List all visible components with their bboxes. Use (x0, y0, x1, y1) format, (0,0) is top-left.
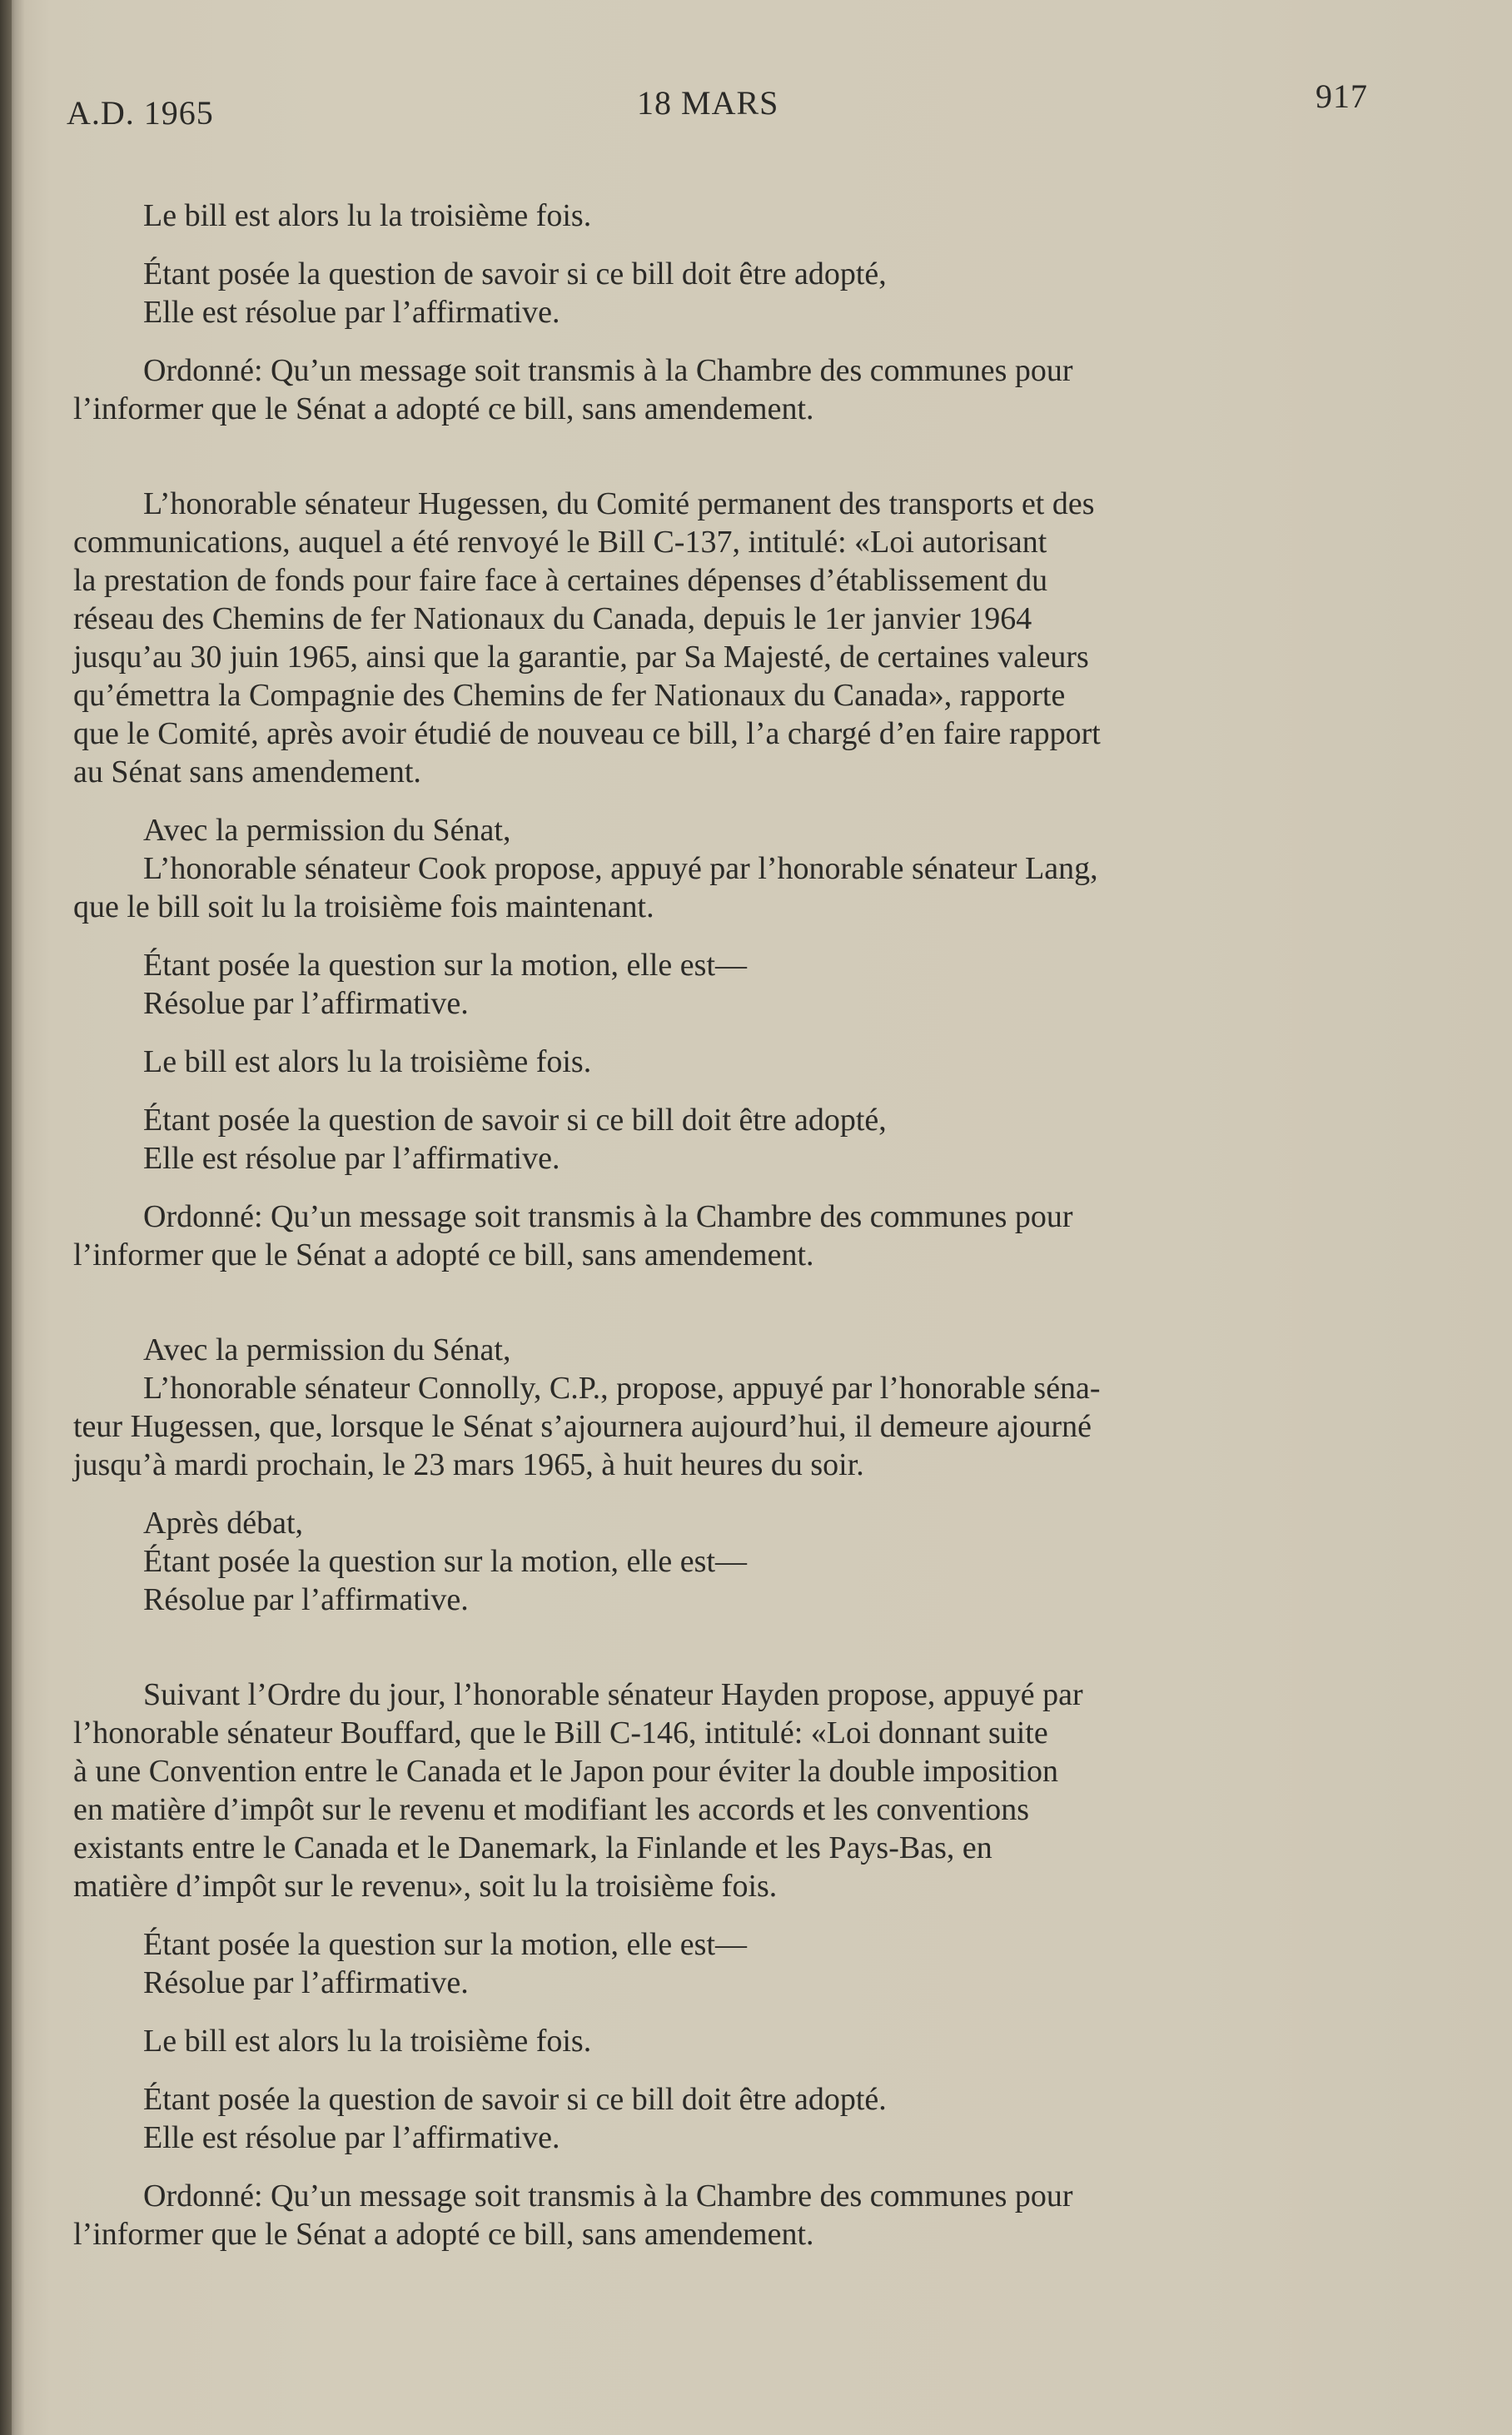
paragraph-question-motion-1 (73, 946, 1389, 1023)
text-line: la prestation de fonds pour faire face à certaines dépenses d’établissement du (73, 563, 1048, 598)
text-line: Après débat, (143, 1506, 304, 1541)
text-line: L’honorable sénateur Cook propose, appuyé par l’honorable sénateur Lang, (143, 851, 1098, 886)
text-line: l’honorable sénateur Bouffard, que le Bill C-146, intitulé: «Loi donnant suite (73, 1715, 1048, 1750)
text-line: l’informer que le Sénat a adopté ce bill, sans amendement. (73, 2217, 814, 2252)
text-line: Le bill est alors lu la troisième fois. (143, 198, 592, 233)
text-line: Étant posée la question de savoir si ce bill doit être adopté, (143, 256, 887, 291)
text-line: matière d’impôt sur le revenu», soit lu la troisième fois. (73, 1869, 778, 1904)
text-line: Étant posée la question sur la motion, elle est— (143, 948, 748, 983)
text-line: Étant posée la question de savoir si ce bill doit être adopté. (143, 2082, 887, 2117)
text-line: Le bill est alors lu la troisième fois. (143, 2024, 592, 2059)
paragraph-question-adopted-2 (73, 1101, 1389, 1178)
paragraph-connolly-adjournment (73, 1331, 1389, 1484)
text-line: à une Convention entre le Canada et le Japon pour éviter la double imposition (73, 1754, 1058, 1789)
paragraph-question-motion-2 (73, 1925, 1389, 2002)
text-line: Elle est résolue par l’affirmative. (143, 1141, 560, 1176)
header-date: 18 MARS (637, 84, 779, 122)
text-line: teur Hugessen, que, lorsque le Sénat s’ajournera aujourd’hui, il demeure ajourné (73, 1409, 1092, 1444)
page-body (73, 197, 1389, 2253)
paragraph-question-adopted-1 (73, 255, 1389, 331)
text-line: L’honorable sénateur Hugessen, du Comité permanent des transports et des (143, 486, 1095, 521)
header-year: A.D. 1965 (67, 94, 214, 132)
text-line: Étant posée la question sur la motion, elle est— (143, 1544, 748, 1579)
text-line: jusqu’à mardi prochain, le 23 mars 1965, à huit heures du soir. (73, 1447, 864, 1482)
text-line: qu’émettra la Compagnie des Chemins de fer Nationaux du Canada», rapporte (73, 678, 1066, 713)
text-line: communications, auquel a été renvoyé le Bill C-137, intitulé: «Loi autorisant (73, 525, 1047, 560)
text-line: Ordonné: Qu’un message soit transmis à la Chambre des communes pour (143, 2179, 1073, 2213)
text-line: Elle est résolue par l’affirmative. (143, 295, 560, 330)
text-line: Elle est résolue par l’affirmative. (143, 2120, 560, 2155)
text-line: L’honorable sénateur Connolly, C.P., propose, appuyé par l’honorable séna- (143, 1371, 1101, 1406)
paragraph-hayden-bill-c146 (73, 1676, 1389, 1905)
text-line: Suivant l’Ordre du jour, l’honorable sénateur Hayden propose, appuyé par (143, 1677, 1083, 1712)
text-line: réseau des Chemins de fer Nationaux du Canada, depuis le 1er janvier 1964 (73, 601, 1032, 636)
text-line: l’informer que le Sénat a adopté ce bill, sans amendement. (73, 1237, 814, 1272)
text-line: au Sénat sans amendement. (73, 754, 421, 789)
text-line: que le Comité, après avoir étudié de nouveau ce bill, l’a chargé d’en faire rapport (73, 716, 1101, 751)
text-line: Résolue par l’affirmative. (143, 986, 469, 1021)
paragraph-third-reading-1 (73, 197, 1389, 235)
text-line: jusqu’au 30 juin 1965, ainsi que la garantie, par Sa Majesté, de certaines valeurs (73, 640, 1089, 675)
text-line: Étant posée la question de savoir si ce bill doit être adopté, (143, 1103, 887, 1138)
text-line: existants entre le Canada et le Danemark, la Finlande et les Pays-Bas, en (73, 1830, 992, 1865)
page-header (0, 77, 1512, 132)
text-line: Étant posée la question sur la motion, elle est— (143, 1927, 748, 1962)
paragraph-cook-motion (73, 811, 1389, 926)
text-line: Le bill est alors lu la troisième fois. (143, 1044, 592, 1079)
paragraph-third-reading-3 (73, 2022, 1389, 2060)
text-line: en matière d’impôt sur le revenu et modifiant les accords et les conventions (73, 1792, 1030, 1827)
text-line: Avec la permission du Sénat, (143, 813, 511, 848)
paragraph-ordered-message-2 (73, 1198, 1389, 1274)
book-binding-edge (0, 0, 12, 2435)
paragraph-ordered-message-1 (73, 351, 1389, 428)
text-line: que le bill soit lu la troisième fois maintenant. (73, 889, 654, 924)
text-line: Résolue par l’affirmative. (143, 1965, 469, 2000)
paragraph-ordered-message-3 (73, 2177, 1389, 2253)
page-number: 917 (1316, 77, 1368, 115)
text-line: Ordonné: Qu’un message soit transmis à la Chambre des communes pour (143, 1199, 1073, 1234)
paragraph-third-reading-2 (73, 1043, 1389, 1081)
paragraph-after-debate (73, 1504, 1389, 1619)
text-line: Avec la permission du Sénat, (143, 1332, 511, 1367)
text-line: l’informer que le Sénat a adopté ce bill, sans amendement. (73, 391, 814, 426)
text-line: Résolue par l’affirmative. (143, 1582, 469, 1617)
text-line: Ordonné: Qu’un message soit transmis à la Chambre des communes pour (143, 353, 1073, 388)
paragraph-question-adopted-3 (73, 2080, 1389, 2157)
paragraph-committee-report-c137 (73, 485, 1389, 791)
